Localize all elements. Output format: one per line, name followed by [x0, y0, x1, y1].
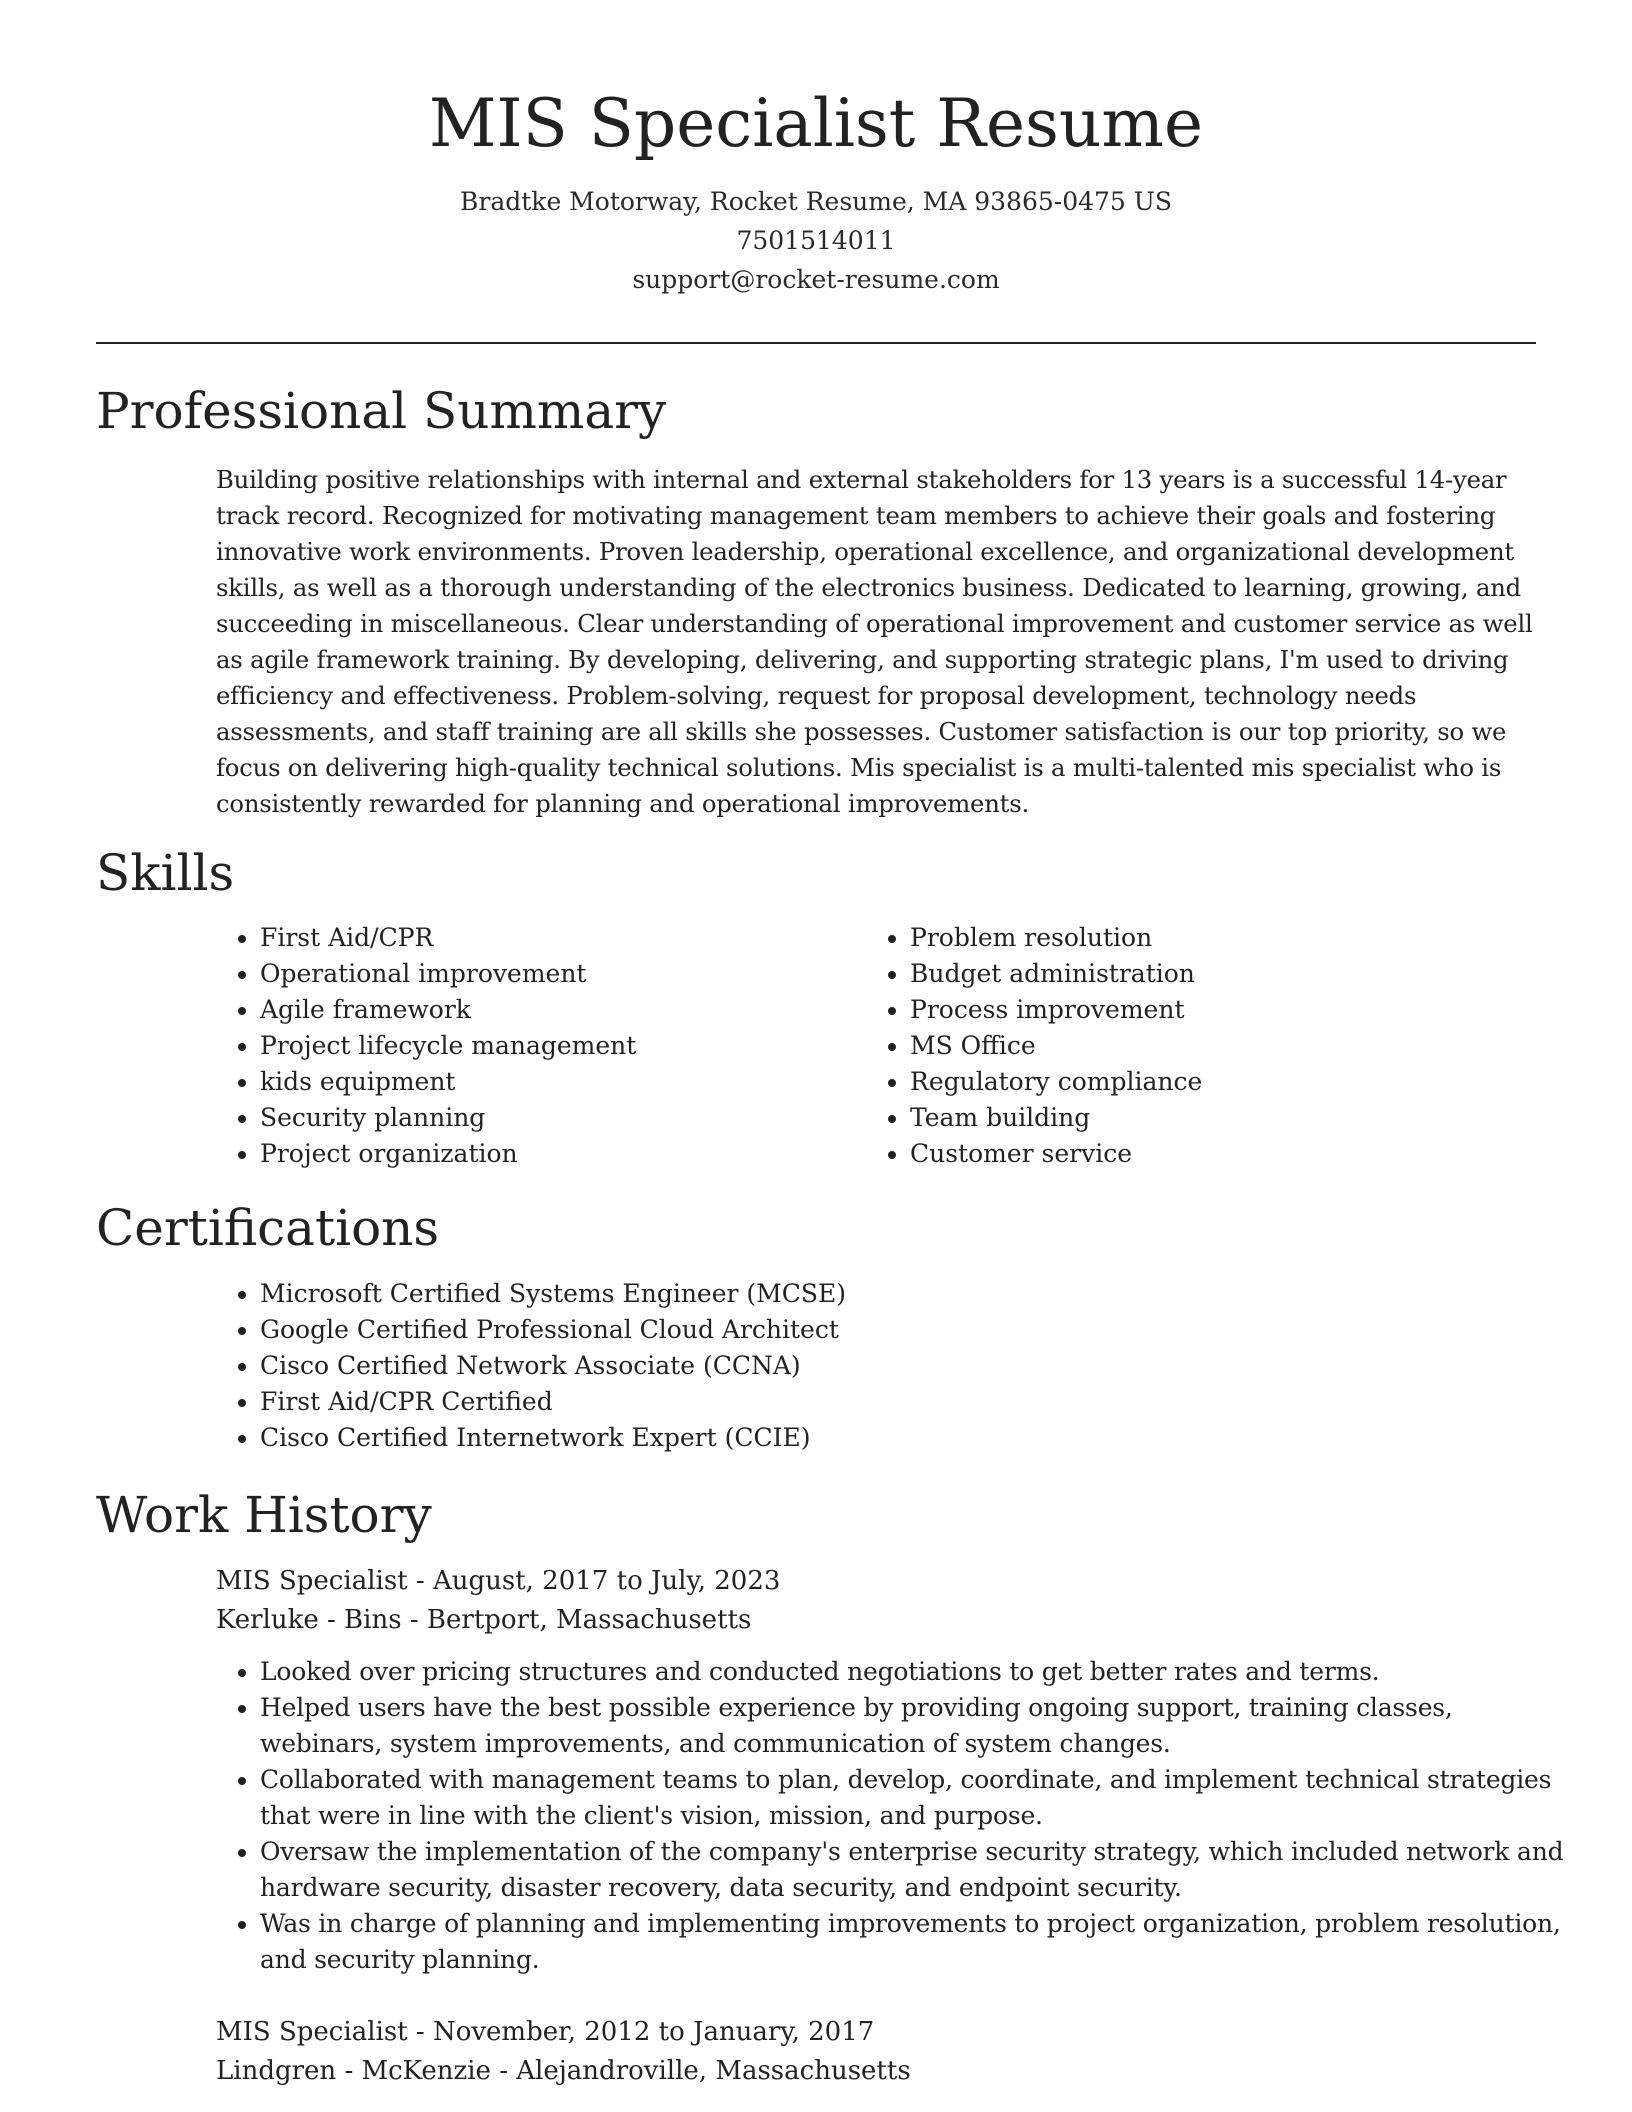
skill-item: • Operational improvement	[260, 956, 820, 992]
skill-item: • Process improvement	[910, 992, 1470, 1028]
certifications-list	[216, 1276, 1580, 1456]
skill-item: • Team building	[910, 1100, 1470, 1136]
job-2-title-line: MIS Specialist - November, 2012 to January, 2017	[216, 2017, 875, 2047]
skill-item: • Problem resolution	[910, 920, 1470, 956]
contact-email: support@rocket-resume.com	[632, 265, 1000, 294]
job-bullet: • Helped users have the best possible experience by providing ongoing support, training classes, webinars, system improvements, and communication of system changes.	[260, 1690, 1580, 1762]
summary-heading: Professional Summary	[96, 382, 667, 440]
job-1-title-line: MIS Specialist - August, 2017 to July, 2023	[216, 1566, 781, 1596]
skill-item: • Customer service	[910, 1136, 1470, 1172]
job-2-company-line: Lindgren - McKenzie - Alejandroville, Massachusetts	[216, 2056, 911, 2086]
job-location: Bertport, Massachusetts	[426, 1605, 752, 1635]
skill-item: • Budget administration	[910, 956, 1470, 992]
certification-item: • Cisco Certified Internetwork Expert (CCIE)	[260, 1420, 1580, 1456]
certification-item: • Microsoft Certified Systems Engineer (MCSE)	[260, 1276, 1580, 1312]
skills-list-right	[866, 920, 1470, 1172]
skill-item: • Security planning	[260, 1100, 820, 1136]
skill-item: • Project lifecycle management	[260, 1028, 820, 1064]
certification-item: • First Aid/CPR Certified	[260, 1384, 1580, 1420]
work-history-heading: Work History	[96, 1486, 432, 1544]
resume-title: MIS Specialist Resume	[428, 85, 1204, 162]
job-title: MIS Specialist	[216, 1566, 408, 1596]
skill-item: • Regulatory compliance	[910, 1064, 1470, 1100]
certification-item: • Google Certified Professional Cloud Architect	[260, 1312, 1580, 1348]
skill-item: • Project organization	[260, 1136, 820, 1172]
job-company: Kerluke - Bins	[216, 1605, 402, 1635]
skills-heading: Skills	[96, 844, 235, 902]
job-1-bullets	[216, 1654, 1580, 1978]
skill-item: • Agile framework	[260, 992, 820, 1028]
job-company: Lindgren - McKenzie	[216, 2056, 491, 2086]
job-1-company-line: Kerluke - Bins - Bertport, Massachusetts	[216, 1605, 752, 1635]
skills-list-left	[216, 920, 820, 1172]
skill-item: • kids equipment	[260, 1064, 820, 1100]
job-bullet: • Oversaw the implementation of the company's enterprise security strategy, which included network and hardware security, disaster recovery, data security, and endpoint security.	[260, 1834, 1580, 1906]
job-bullet: • Was in charge of planning and implementing improvements to project organization, problem resolution, and security planning.	[260, 1906, 1580, 1978]
summary-text: Building positive relationships with internal and external stakeholders for 13 years is a successful 14-year track record. Recognized for motivating management team members to achieve their goals and fostering innovative work environments. Proven leadership, operational excellence, and organizational development skills, as well as a thorough understanding of the electronics business. Dedicated to learning, growing, and succeeding in miscellaneous. Clear understanding of operational improvement and customer service as well as agile framework training. By developing, delivering, and supporting strategic plans, I'm used to driving efficiency and effectiveness. Problem-solving, request for proposal development, technology needs assessments, and staff training are all skills she possesses. Customer satisfaction is our top priority, so we focus on delivering high-quality technical solutions. Mis specialist is a multi-talented mis specialist who is consistently rewarded for planning and operational improvements.	[216, 465, 1533, 818]
job-bullet: • Collaborated with management teams to plan, develop, coordinate, and implement technical strategies that were in line with the client's vision, mission, and purpose.	[260, 1762, 1580, 1834]
contact-phone: 7501514011	[736, 226, 896, 255]
skill-item: • MS Office	[910, 1028, 1470, 1064]
job-dates: August, 2017 to July, 2023	[432, 1566, 781, 1596]
job-location: Alejandroville, Massachusetts	[516, 2056, 911, 2086]
header-divider	[96, 342, 1536, 344]
job-title: MIS Specialist	[216, 2017, 408, 2047]
contact-address: Bradtke Motorway, Rocket Resume, MA 93865-0475 US	[460, 187, 1172, 216]
certifications-heading: Certifications	[96, 1199, 440, 1257]
skill-item: • First Aid/CPR	[260, 920, 820, 956]
resume-header	[96, 80, 1536, 299]
job-dates: November, 2012 to January, 2017	[432, 2017, 875, 2047]
certification-item: • Cisco Certified Network Associate (CCNA)	[260, 1348, 1580, 1384]
job-bullet: • Looked over pricing structures and conducted negotiations to get better rates and terms.	[260, 1654, 1580, 1690]
